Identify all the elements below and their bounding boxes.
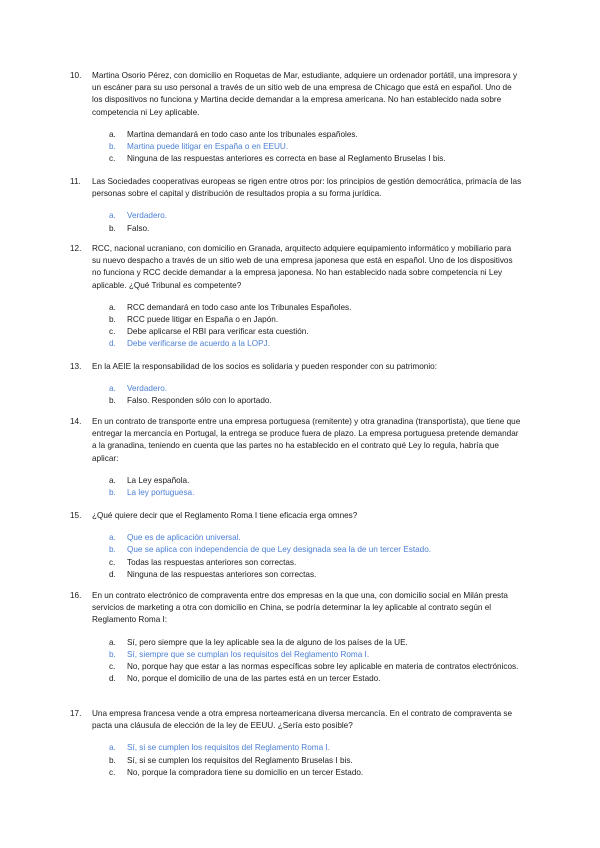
question-text: Martina Osorio Pérez, con domicilio en Roquetas de Mar, estudiante, adquiere un ordenador portátil, una impresora y un escáner para su uso personal a través de un sitio web de una empresa de Chicago que está en español. Uno de los dispositivos no funciona y Martina decide demandar a la empresa americana. No han establecido nada sobre competencia ni Ley aplicable. <box>92 71 518 117</box>
question-text: ¿Qué quiere decir que el Reglamento Roma I tiene eficacia erga omnes? <box>92 511 358 520</box>
option-b-correct: b. La ley portuguesa. <box>109 488 195 498</box>
question-number: 10. <box>70 71 82 80</box>
question-number: 17. <box>70 709 82 718</box>
option-b: b. RCC puede litigar en España o en Japón. <box>109 315 279 325</box>
question-number: 14. <box>70 417 82 426</box>
answer-options <box>92 210 522 234</box>
question-12 <box>70 243 522 351</box>
question-text: En un contrato de transporte entre una empresa portuguesa (remitente) y otra granadina (transportista), que tiene que entregar la mercancía en Portugal, la entrega se produce fuera de plazo. La empresa portuguesa pretende demandar a la granadina, teniendo en cuenta que las partes no ha establecido en el contrato qué Ley lo regula, habría que aplicar: <box>92 417 521 463</box>
option-d-correct: d. Debe verificarse de acuerdo a la LOPJ. <box>109 339 270 349</box>
option-d: d. Ninguna de las respuestas anteriores son correctas. <box>109 569 317 579</box>
option-c: c. No, porque hay que estar a las normas específicas sobre ley aplicable en materia de contratos electrónicos. <box>109 662 519 672</box>
option-c: c. No, porque la compradora tiene su domicilio en un tercer Estado. <box>109 767 364 777</box>
answer-options <box>92 302 522 351</box>
question-text: RCC, nacional ucraniano, con domicilio en Granada, arquitecto adquiere equipamiento informático y mobiliario para su nuevo despacho a través de un sitio web de una empresa japonesa que está en español. Uno de los dispositivos no funciona y RCC decide demandar a la empresa japonesa. No han establecido nada sobre competencia ni Ley aplicable. ¿Qué Tribunal es competente? <box>92 244 513 290</box>
question-11 <box>70 176 522 235</box>
option-c: c. Debe aplicarse el RBI para verificar esta cuestión. <box>109 327 309 337</box>
answer-options <box>92 637 522 686</box>
answer-options <box>92 532 522 581</box>
option-c: c. Ninguna de las respuestas anteriores es correcta en base al Reglamento Bruselas I bis. <box>109 154 446 164</box>
option-a-correct: a. Que es de aplicación universal. <box>109 533 241 543</box>
question-14 <box>70 416 522 499</box>
option-a-correct: a. Verdadero. <box>109 384 168 394</box>
answer-options <box>92 742 522 779</box>
answer-options <box>92 475 522 499</box>
question-number: 13. <box>70 362 82 371</box>
option-a: a. RCC demandará en todo caso ante los Tribunales Españoles. <box>109 302 352 312</box>
option-b: b. Sí, si se cumplen los requisitos del Reglamento Bruselas I bis. <box>109 755 353 765</box>
option-b: b. Falso. <box>109 223 150 233</box>
question-number: 16. <box>70 591 82 600</box>
question-number: 12. <box>70 244 82 253</box>
option-b: b. Falso. Responden sólo con lo aportado. <box>109 396 272 406</box>
question-13 <box>70 361 522 408</box>
question-text: Una empresa francesa vende a otra empresa norteamericana diversa mercancía. En el contrato de compraventa se pacta una cláusula de elección de la ley de EEUU. ¿Sería esto posible? <box>92 709 513 731</box>
answer-options <box>92 383 522 407</box>
question-text: En un contrato electrónico de compraventa entre dos empresas en la que una, con domicilio social en Milán presta servicios de marketing a otra con domicilio en China, se podría determinar la ley aplicable al contrato según el Reglamento Roma I: <box>92 591 508 625</box>
option-b-correct: b. Martina puede litigar en España o en EEUU. <box>109 142 289 152</box>
question-10 <box>70 70 522 165</box>
option-c: c. Todas las respuestas anteriores son correctas. <box>109 557 297 567</box>
question-text: En la AEIE la responsabilidad de los socios es solidaria y pueden responder con su patrimonio: <box>92 362 437 371</box>
option-a: a. Martina demandará en todo caso ante los tribunales españoles. <box>109 129 358 139</box>
question-16 <box>70 590 522 685</box>
question-number: 15. <box>70 511 82 520</box>
option-a: a. Sí, pero siempre que la ley aplicable sea la de alguno de los países de la UE. <box>109 637 408 647</box>
option-a: a. La Ley española. <box>109 475 190 485</box>
question-number: 11. <box>70 177 81 186</box>
answer-options <box>92 129 522 166</box>
question-15 <box>70 510 522 581</box>
option-a-correct: a. Verdadero. <box>109 211 168 221</box>
option-b-correct: b. Que se aplica con independencia de que Ley designada sea la de un tercer Estado. <box>109 545 432 555</box>
question-17 <box>70 708 522 779</box>
option-d: d. No, porque el domicilio de una de las partes está en un tercer Estado. <box>109 674 381 684</box>
question-text: Las Sociedades cooperativas europeas se rigen entre otros por: los principios de gestión democrática, primacía de las personas sobre el capital y distribución de resultados propia a su forma jurídica. <box>92 177 522 199</box>
option-b-correct: b. Sí, siempre que se cumplan los requisitos del Reglamento Roma I. <box>109 649 370 659</box>
option-a-correct: a. Sí, si se cumplen los requisitos del Reglamento Roma I. <box>109 743 330 753</box>
